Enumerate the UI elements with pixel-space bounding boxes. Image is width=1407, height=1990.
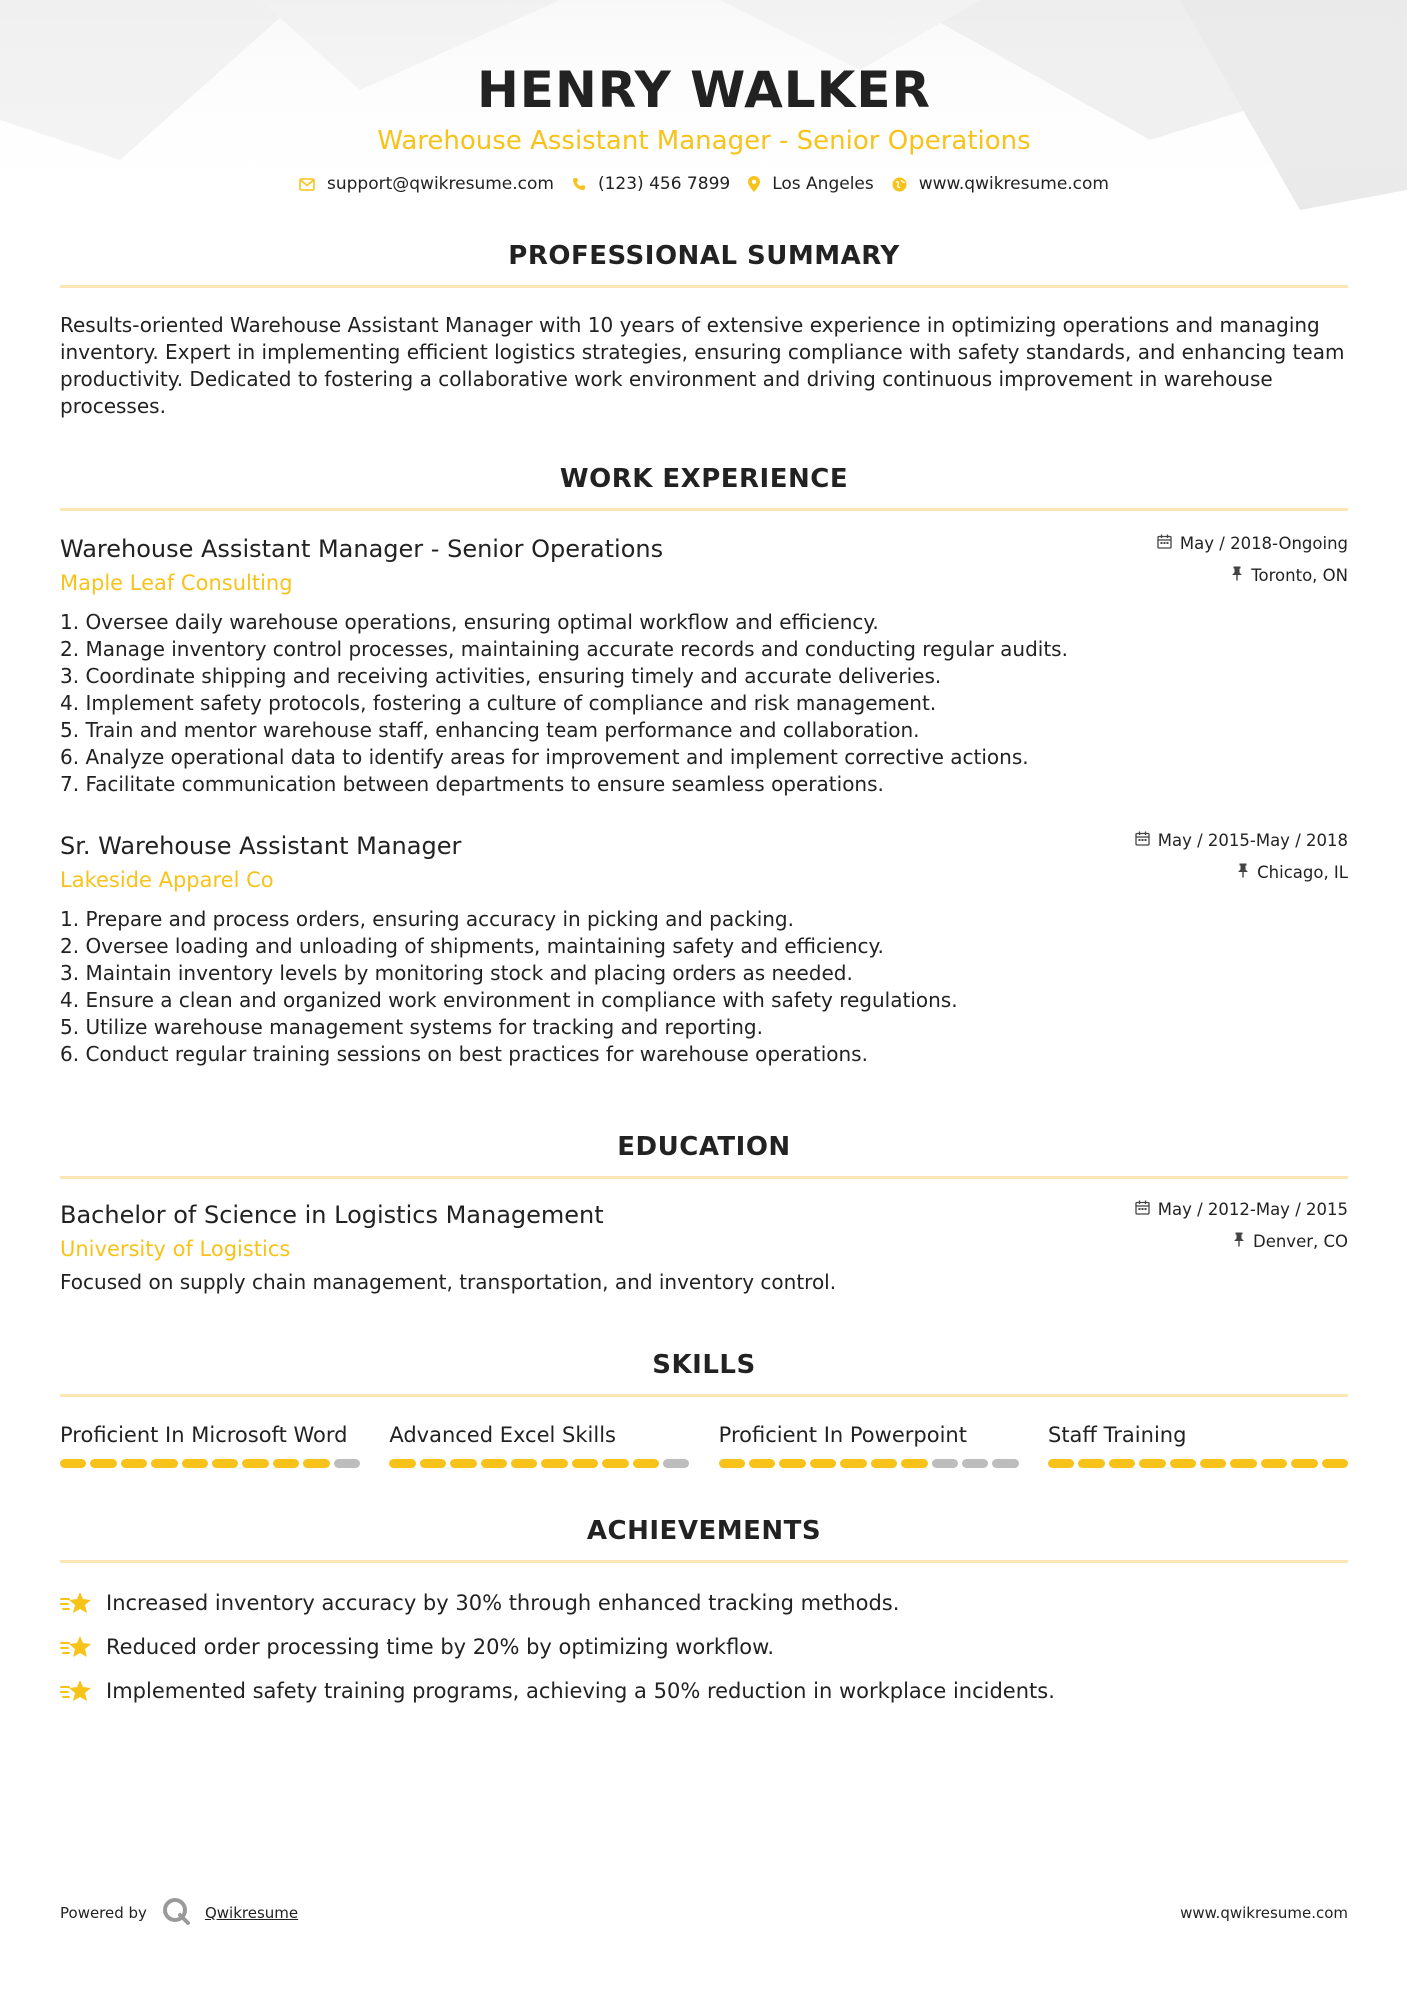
skill-item xyxy=(389,1421,689,1468)
skill-segment-filled xyxy=(572,1459,598,1468)
achievement-text: Increased inventory accuracy by 30% through enhanced tracking methods. xyxy=(106,1591,900,1615)
experience-section xyxy=(60,462,1348,1068)
skill-segment-filled xyxy=(420,1459,446,1468)
skill-segment-filled xyxy=(242,1459,268,1468)
list-item: 7. Facilitate communication between departments to ensure seamless operations. xyxy=(60,772,884,796)
shooting-star-icon xyxy=(60,1590,92,1616)
education-meta xyxy=(1135,1199,1348,1253)
powered-by-label: Powered by xyxy=(60,1904,147,1922)
job-dates-text: May / 2015-May / 2018 xyxy=(1157,831,1348,850)
skill-segment-filled xyxy=(1291,1459,1317,1468)
skill-name: Staff Training xyxy=(1047,1423,1187,1447)
calendar-icon xyxy=(1157,533,1172,555)
skill-name: Proficient In Powerpoint xyxy=(718,1423,967,1447)
globe-icon xyxy=(892,177,907,192)
skill-segment-filled xyxy=(1170,1459,1196,1468)
list-item: 2. Oversee loading and unloading of shipments, maintaining safety and efficiency. xyxy=(60,934,884,958)
summary-text: Results-oriented Warehouse Assistant Manager with 10 years of extensive experience in optimizing operations and managing inventory. Expert in implementing efficient logistics strategies, ensuring compliance with safety standards, and enhancing team productivity. Dedicated to fostering a collaborative work environment and driving continuous improvement in warehouse processes. xyxy=(60,313,1345,418)
skill-segment-filled xyxy=(481,1459,507,1468)
job-location xyxy=(1157,565,1348,587)
achievement-text: Reduced order processing time by 20% by optimizing workflow. xyxy=(106,1635,775,1659)
list-item: 3. Coordinate shipping and receiving activities, ensuring timely and accurate deliveries. xyxy=(60,664,942,688)
skills-section xyxy=(60,1348,1348,1468)
skill-segment-filled xyxy=(303,1459,329,1468)
job-entry xyxy=(60,830,1348,1068)
skill-segment-filled xyxy=(871,1459,897,1468)
list-item: 3. Maintain inventory levels by monitoring stock and placing orders as needed. xyxy=(60,961,853,985)
skill-segment-empty xyxy=(334,1459,360,1468)
skill-segment-filled xyxy=(633,1459,659,1468)
achievements-heading: ACHIEVEMENTS xyxy=(586,1516,822,1546)
education-section xyxy=(60,1130,1348,1296)
job-header xyxy=(60,533,1348,597)
skill-segment-filled xyxy=(779,1459,805,1468)
pushpin-icon xyxy=(1231,565,1243,587)
summary-section xyxy=(60,239,1348,420)
education-location-text: Denver, CO xyxy=(1252,1232,1348,1251)
list-item: 1. Oversee daily warehouse operations, ensuring optimal workflow and efficiency. xyxy=(60,610,879,634)
skill-segment-filled xyxy=(60,1459,86,1468)
skill-segment-filled xyxy=(901,1459,927,1468)
job-dates-text: May / 2018-Ongoing xyxy=(1179,534,1348,553)
education-left xyxy=(60,1199,604,1263)
school-name: University of Logistics xyxy=(60,1237,291,1261)
skill-segment-empty xyxy=(932,1459,958,1468)
summary-heading: PROFESSIONAL SUMMARY xyxy=(508,241,900,271)
job-location-text: Chicago, IL xyxy=(1257,863,1348,882)
skill-segment-filled xyxy=(1200,1459,1226,1468)
skill-segment-empty xyxy=(663,1459,689,1468)
skill-segment-filled xyxy=(840,1459,866,1468)
skill-segment-filled xyxy=(1322,1459,1348,1468)
achievements-list xyxy=(60,1589,1348,1705)
job-responsibilities xyxy=(60,609,1348,798)
skill-level-bar xyxy=(389,1459,689,1468)
skill-level-bar xyxy=(1048,1459,1348,1468)
candidate-title: Warehouse Assistant Manager - Senior Operations xyxy=(377,126,1031,156)
job-entry xyxy=(60,533,1348,798)
phone-text: (123) 456 7899 xyxy=(597,174,731,194)
list-item: 1. Prepare and process orders, ensuring accuracy in picking and packing. xyxy=(60,907,794,931)
list-item: 4. Implement safety protocols, fostering a culture of compliance and risk management. xyxy=(60,691,937,715)
degree-title: Bachelor of Science in Logistics Management xyxy=(60,1201,604,1229)
pushpin-icon xyxy=(1237,862,1249,884)
job-left xyxy=(60,533,663,597)
skill-segment-filled xyxy=(121,1459,147,1468)
pushpin-icon xyxy=(1233,1231,1245,1253)
list-item: 2. Manage inventory control processes, maintaining accurate records and conducting regular audits. xyxy=(60,637,1068,661)
skill-item xyxy=(60,1421,360,1468)
qwikresume-logo-icon xyxy=(161,1896,191,1930)
job-responsibilities xyxy=(60,906,1348,1068)
education-entry xyxy=(60,1199,1348,1296)
list-item: 6. Conduct regular training sessions on best practices for warehouse operations. xyxy=(60,1042,868,1066)
skill-segment-filled xyxy=(1261,1459,1287,1468)
skill-segment-filled xyxy=(90,1459,116,1468)
skill-level-bar xyxy=(719,1459,1019,1468)
skill-segment-empty xyxy=(962,1459,988,1468)
skill-item xyxy=(1048,1421,1348,1468)
skill-segment-filled xyxy=(810,1459,836,1468)
list-item: 5. Train and mentor warehouse staff, enhancing team performance and collaboration. xyxy=(60,718,920,742)
skill-segment-filled xyxy=(1109,1459,1135,1468)
calendar-icon xyxy=(1135,830,1150,852)
contact-phone[interactable] xyxy=(572,174,730,194)
skill-segment-filled xyxy=(389,1459,415,1468)
section-divider xyxy=(60,508,1348,511)
skill-segment-empty xyxy=(992,1459,1018,1468)
skill-segment-filled xyxy=(541,1459,567,1468)
section-divider xyxy=(60,285,1348,288)
skill-segment-filled xyxy=(719,1459,745,1468)
list-item: 4. Ensure a clean and organized work environment in compliance with safety regulations. xyxy=(60,988,958,1012)
page-footer xyxy=(60,1896,1348,1930)
list-item: 5. Utilize warehouse management systems for tracking and reporting. xyxy=(60,1015,763,1039)
contact-bar xyxy=(60,174,1348,194)
skill-segment-filled xyxy=(151,1459,177,1468)
skill-segment-filled xyxy=(1048,1459,1074,1468)
skill-name: Advanced Excel Skills xyxy=(389,1423,616,1447)
achievement-item xyxy=(60,1677,1348,1705)
job-location-text: Toronto, ON xyxy=(1251,566,1348,585)
experience-heading: WORK EXPERIENCE xyxy=(559,464,849,494)
education-dates-text: May / 2012-May / 2015 xyxy=(1157,1200,1348,1219)
education-location xyxy=(1135,1231,1348,1253)
map-pin-icon xyxy=(748,176,760,192)
education-heading: EDUCATION xyxy=(617,1132,791,1162)
job-left xyxy=(60,830,461,894)
contact-website[interactable] xyxy=(892,174,1109,194)
resume-page xyxy=(60,0,1348,1705)
skill-segment-filled xyxy=(450,1459,476,1468)
education-dates xyxy=(1135,1199,1348,1221)
skills-heading: SKILLS xyxy=(652,1350,756,1380)
skill-segment-filled xyxy=(1139,1459,1165,1468)
achievement-item xyxy=(60,1589,1348,1617)
job-dates xyxy=(1135,830,1348,852)
resume-header xyxy=(60,0,1348,194)
job-dates xyxy=(1157,533,1348,555)
job-company: Maple Leaf Consulting xyxy=(60,571,293,595)
website-text: www.qwikresume.com xyxy=(918,174,1109,194)
skill-segment-filled xyxy=(1230,1459,1256,1468)
footer-website[interactable]: www.qwikresume.com xyxy=(1180,1904,1348,1922)
achievements-section xyxy=(60,1514,1348,1705)
job-meta xyxy=(1157,533,1348,587)
contact-email[interactable] xyxy=(299,174,554,194)
envelope-icon xyxy=(299,178,315,191)
phone-icon xyxy=(572,177,586,191)
skill-segment-filled xyxy=(749,1459,775,1468)
candidate-name: HENRY WALKER xyxy=(476,61,932,119)
shooting-star-icon xyxy=(60,1678,92,1704)
job-company: Lakeside Apparel Co xyxy=(60,868,274,892)
contact-location xyxy=(748,174,874,194)
email-text: support@qwikresume.com xyxy=(327,174,554,194)
skill-name: Proficient In Microsoft Word xyxy=(60,1423,348,1447)
skill-level-bar xyxy=(60,1459,360,1468)
qwikresume-link[interactable]: Qwikresume xyxy=(204,1904,299,1922)
skill-segment-filled xyxy=(1078,1459,1104,1468)
skill-segment-filled xyxy=(273,1459,299,1468)
section-divider xyxy=(60,1394,1348,1397)
shooting-star-icon xyxy=(60,1634,92,1660)
job-title: Sr. Warehouse Assistant Manager xyxy=(60,832,462,860)
achievement-item xyxy=(60,1633,1348,1661)
skill-segment-filled xyxy=(511,1459,537,1468)
skill-segment-filled xyxy=(182,1459,208,1468)
powered-by xyxy=(60,1896,298,1930)
skill-item xyxy=(719,1421,1019,1468)
achievement-text: Implemented safety training programs, achieving a 50% reduction in workplace incidents. xyxy=(106,1679,1055,1703)
location-text: Los Angeles xyxy=(772,174,874,194)
skill-segment-filled xyxy=(212,1459,238,1468)
job-location xyxy=(1135,862,1348,884)
job-meta xyxy=(1135,830,1348,884)
skills-row xyxy=(60,1421,1348,1468)
section-divider xyxy=(60,1560,1348,1563)
job-title: Warehouse Assistant Manager - Senior Operations xyxy=(60,535,664,563)
job-header xyxy=(60,830,1348,894)
section-divider xyxy=(60,1176,1348,1179)
education-description: Focused on supply chain management, transportation, and inventory control. xyxy=(60,1270,837,1294)
education-header xyxy=(60,1199,1348,1263)
skill-segment-filled xyxy=(602,1459,628,1468)
calendar-icon xyxy=(1135,1199,1150,1221)
list-item: 6. Analyze operational data to identify areas for improvement and implement corrective actions. xyxy=(60,745,1029,769)
